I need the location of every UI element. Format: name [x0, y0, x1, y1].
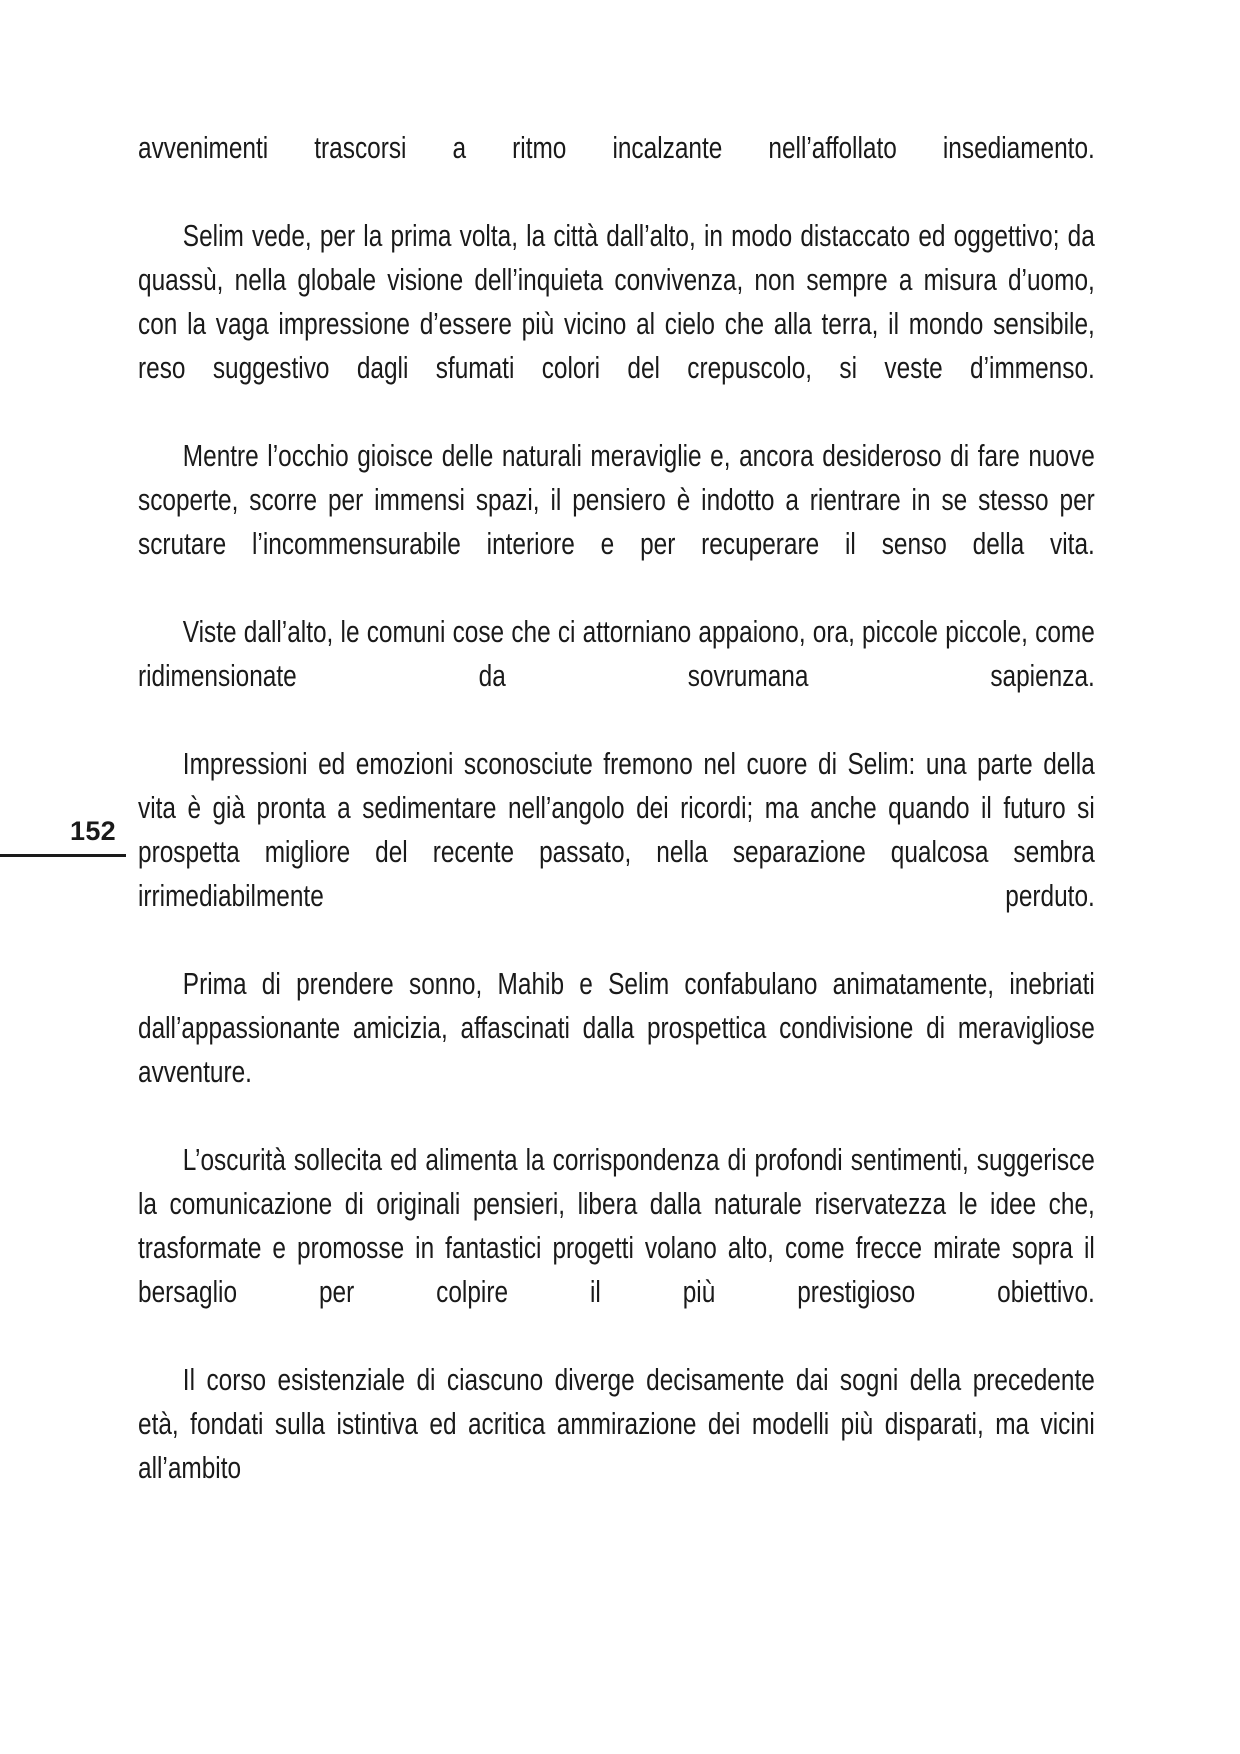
paragraph: avvenimenti trascorsi a ritmo incalzante nell’affollato insediamento. [138, 131, 1095, 165]
paragraph: Impressioni ed emozioni sconosciute fremono nel cuore di Selim: una parte della vita è già pronta a sedimentare nell’angolo dei ricordi; ma anche quando il futuro si prospetta migliore del recente passato, nella separazione qualcosa sembra irrimediabilmente perduto. [138, 747, 1095, 913]
paragraph: Prima di prendere sonno, Mahib e Selim confabulano animatamente, inebriati dall’appassionante amicizia, affascinati dalla prospettica condivisione di meravigliose avventure. [138, 967, 1095, 1089]
paragraph: Selim vede, per la prima volta, la città dall’alto, in modo distaccato ed oggettivo; da quassù, nella globale visione dell’inquieta convivenza, non sempre a misura d’uomo, con la vaga impressione d’essere più vicino al cielo che alla terra, il mondo sensibile, reso suggestivo dagli sfumati colori del crepuscolo, si veste d’immenso. [138, 219, 1095, 385]
body-text-column [138, 126, 1095, 1534]
folio [0, 818, 126, 857]
page-number: 152 [70, 816, 116, 846]
paragraph: Mentre l’occhio gioisce delle naturali meraviglie e, ancora desideroso di fare nuove scoperte, scorre per immensi spazi, il pensiero è indotto a rientrare in se stesso per scrutare l’incommensurabile interiore e per recuperare il senso della vita. [138, 439, 1095, 561]
paragraph: Viste dall’alto, le comuni cose che ci attorniano appaiono, ora, piccole piccole, come ridimensionate da sovrumana sapienza. [138, 615, 1095, 693]
body-text-inner [138, 126, 1095, 1534]
folio-rule [0, 854, 126, 857]
paragraph: Il corso esistenziale di ciascuno diverge decisamente dai sogni della precedente età, fondati sulla istintiva ed acritica ammirazione dei modelli più disparati, ma vicini all’ambito [138, 1363, 1095, 1485]
paragraph: L’oscurità sollecita ed alimenta la corrispondenza di profondi sentimenti, suggerisce la comunicazione di originali pensieri, libera dalla naturale riservatezza le idee che, trasformate e promosse in fantastici progetti volano alto, come frecce mirate sopra il bersaglio per colpire il più prestigioso obiettivo. [138, 1143, 1095, 1309]
